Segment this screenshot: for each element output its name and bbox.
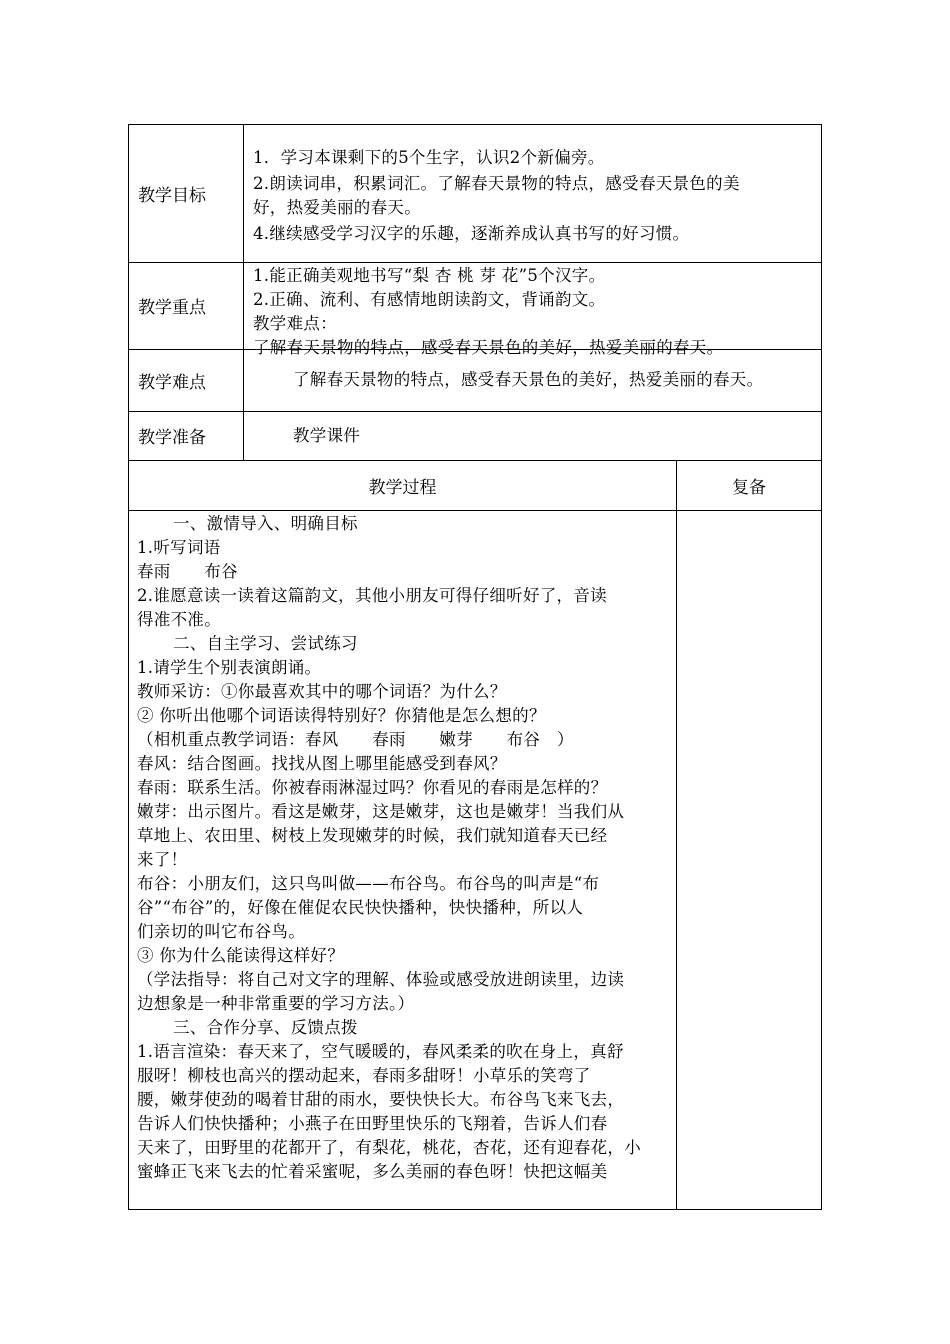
goals-item: 2.朗读词串，积累词汇。了解春天景物的特点，感受春天景色的美 — [253, 174, 740, 193]
preparation-label-text: 教学准备 — [138, 428, 206, 448]
key-points-content — [253, 264, 818, 357]
difficulty-label-text: 教学难点 — [138, 372, 206, 393]
process-line: 2.谁愿意读一读着这篇韵文，其他小朋友可得仔细听好了，音读 — [137, 586, 607, 605]
process-line: 1.请学生个别表演朗诵。 — [137, 658, 322, 677]
review-header — [677, 461, 821, 510]
preparation-content — [293, 411, 818, 460]
review-notes-area — [677, 511, 821, 1209]
section-heading: 一、激情导入、明确目标 — [173, 514, 358, 533]
process-line: 谷”“布谷”的，好像在催促农民快快播种，快快播种，所以人 — [137, 898, 584, 917]
key-points-label-text: 教学重点 — [138, 298, 206, 318]
process-line: 1.语言渲染：春天来了，空气暖暖的，春风柔柔的吹在身上，真舒 — [137, 1042, 624, 1061]
difficulty-label — [138, 349, 243, 411]
difficulty-text: 了解春天景物的特点，感受春天景色的美好，热爱美丽的春天。 — [293, 370, 764, 389]
process-line: 告诉人们快快播种；小燕子在田野里快乐的飞翔着，告诉人们春 — [137, 1114, 608, 1133]
process-line: 服呀！柳枝也高兴的摆动起来，春雨多甜呀！小草乐的笑弯了 — [137, 1066, 591, 1085]
goals-item: 好，热爱美丽的春天。 — [253, 198, 421, 217]
process-line: 边想象是一种非常重要的学习方法。） — [137, 994, 415, 1013]
process-line: 草地上、农田里、树枝上发现嫩芽的时候，我们就知道春天已经 — [137, 826, 608, 845]
key-points-item: 了解春天景物的特点，感受春天景色的美好，热爱美丽的春天。 — [253, 338, 724, 357]
process-line: 春雨 布谷 — [137, 562, 238, 581]
process-line: 来了！ — [137, 850, 188, 869]
process-header — [129, 461, 676, 510]
goals-item: 4.继续感受学习汉字的乐趣，逐渐养成认真书写的好习惯。 — [253, 224, 690, 243]
section-heading: 二、自主学习、尝试练习 — [173, 634, 358, 653]
preparation-label — [138, 411, 243, 460]
key-points-item: 教学难点： — [253, 314, 337, 333]
process-line: 春雨：联系生活。你被春雨淋湿过吗？你看见的春雨是怎样的？ — [137, 778, 608, 797]
process-line: 天来了，田野里的花都开了，有梨花，桃花，杏花，还有迎春花，小 — [137, 1138, 641, 1157]
process-header-text: 教学过程 — [368, 478, 437, 498]
key-points-item: 2.正确、流利、有感情地朗读韵文，背诵韵文。 — [253, 290, 606, 309]
process-line: 得准不准。 — [137, 610, 221, 629]
process-line: 教师采访：①你最喜欢其中的哪个词语？为什么？ — [137, 682, 507, 701]
process-line: （学法指导：将自己对文字的理解、体验或感受放进朗读里，边读 — [137, 970, 625, 989]
process-line: ③ 你为什么能读得这样好？ — [137, 946, 345, 965]
goals-item: 1．学习本课剩下的5个生字，认识2个新偏旁。 — [253, 148, 605, 167]
process-body — [137, 512, 673, 1208]
key-points-item: 1.能正确美观地书写“梨 杏 桃 芽 花”5个汉字。 — [253, 266, 606, 285]
goals-content — [253, 146, 818, 258]
goals-label-text: 教学目标 — [138, 185, 206, 206]
process-line: ② 你听出他哪个词语读得特别好？你猜他是怎么想的？ — [137, 706, 546, 725]
preparation-text: 教学课件 — [293, 425, 361, 445]
difficulty-content — [293, 349, 818, 411]
process-line: 嫩芽：出示图片。看这是嫩芽，这是嫩芽，这也是嫩芽！当我们从 — [137, 802, 625, 821]
process-line: （相机重点教学词语：春风 春雨 嫩芽 布谷 ） — [137, 730, 574, 749]
process-line: 1.听写词语 — [137, 538, 221, 557]
process-line: 腰，嫩芽使劲的喝着甘甜的雨水，要快快长大。布谷鸟飞来飞去， — [137, 1090, 625, 1109]
process-line: 们亲切的叫它布谷鸟。 — [137, 922, 305, 941]
section-heading: 三、合作分享、反馈点拨 — [173, 1018, 358, 1037]
process-line: 蜜蜂正飞来飞去的忙着采蜜呢，多么美丽的春色呀！快把这幅美 — [137, 1162, 608, 1181]
label-column-divider — [243, 124, 244, 461]
goals-label — [138, 124, 243, 262]
process-line: 春风：结合图画。找找从图上哪里能感受到春风？ — [137, 754, 507, 773]
process-line: 布谷：小朋友们，这只鸟叫做——布谷鸟。布谷鸟的叫声是“布 — [137, 874, 600, 893]
key-points-label — [138, 262, 243, 349]
review-header-text: 复备 — [732, 478, 766, 498]
